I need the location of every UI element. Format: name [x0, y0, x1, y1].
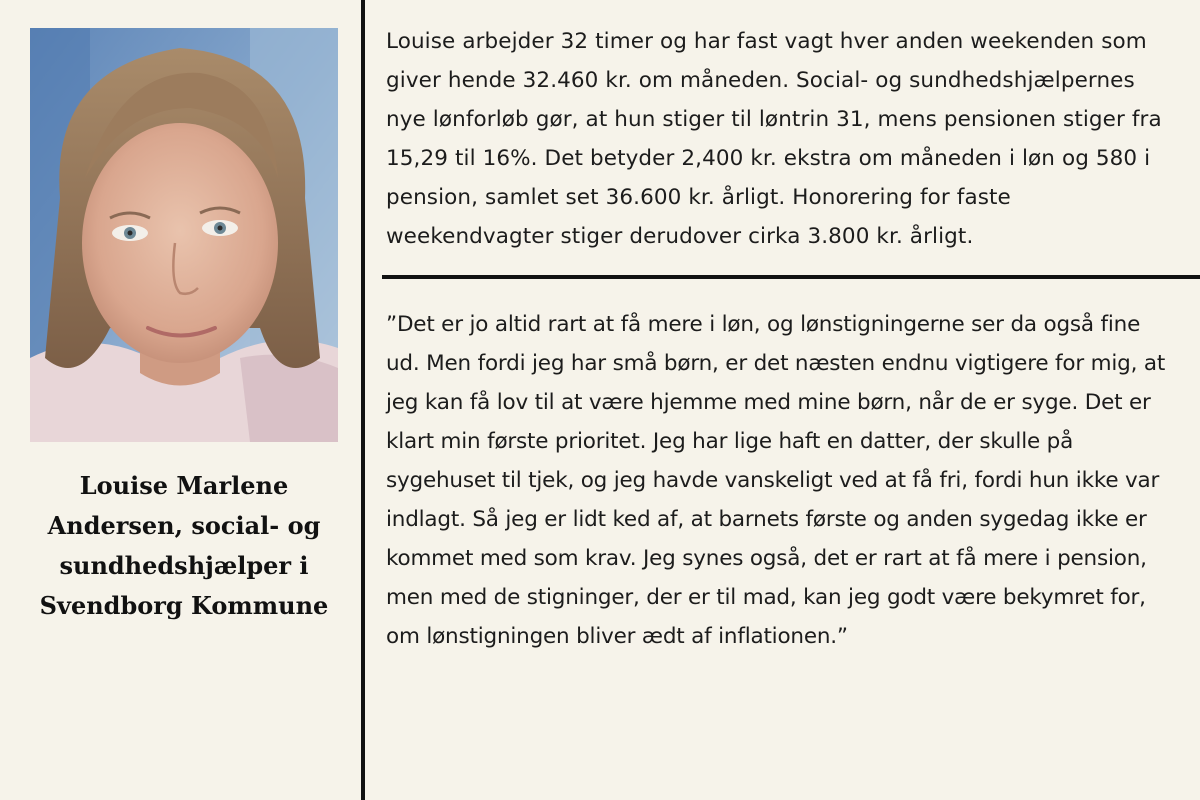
photo-caption: Louise Marlene Andersen, social- og sundhedshjælper i Svendborg Kommune	[39, 471, 329, 620]
quote-paragraph: ”Det er jo altid rart at få mere i løn, og lønstigningerne ser da også fine ud. Men fordi jeg har små børn, er det næsten endnu vigtigere for mig, at jeg kan få lov til at være hjemme med mine børn, når de er syge. Det er klart min første prioritet. Jeg har lige haft en datter, der skulle på sygehuset til tjek, og jeg havde vanskeligt ved at få fri, fordi hun ikke var indlagt. Så jeg er lidt ked af, at barnets første og anden sygedag ikke er kommet med som krav. Jeg synes også, det er rart at få mere i pension, men med de stigninger, der er til mad, kan jeg godt være bekymret for, om lønstigningen bliver ædt af inflationen.”	[386, 312, 1166, 649]
horizontal-divider	[382, 275, 1200, 279]
vertical-divider	[361, 0, 365, 800]
portrait-photo	[30, 28, 338, 442]
intro-paragraph: Louise arbejder 32 timer og har fast vagt hver anden weekenden som giver hende 32.460 kr. om måneden. Social- og sundhedshjælpernes nye lønforløb gør, at hun stiger til løntrin 31, mens pensionen stiger fra 15,29 til 16%. Det betyder 2,400 kr. ekstra om måneden i løn og 580 i pension, samlet set 36.600 kr. årligt. Honorering for faste weekendvagter stiger derudover cirka 3.800 kr. årligt.	[386, 29, 1162, 249]
portrait-illustration	[30, 28, 338, 442]
